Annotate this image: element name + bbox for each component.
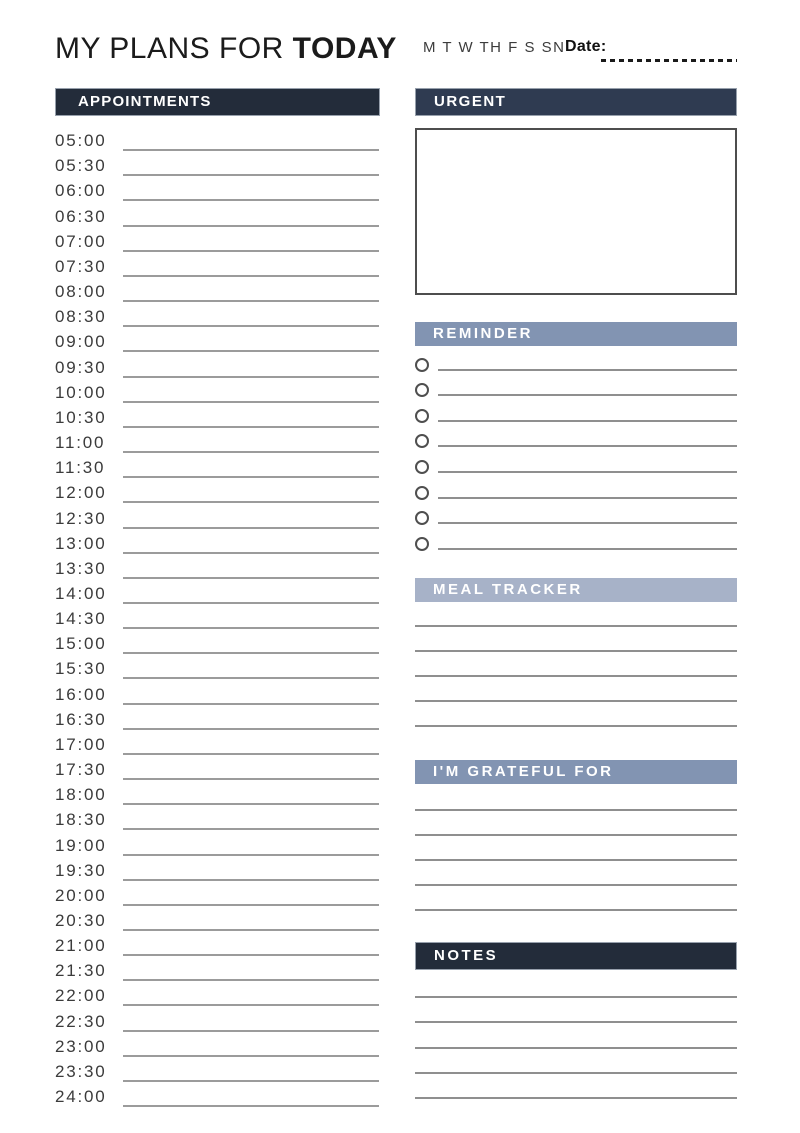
appointment-writing-line[interactable]	[123, 524, 379, 529]
appointment-writing-line[interactable]	[123, 901, 379, 906]
appointment-row	[55, 705, 379, 730]
appointment-time-label: 22:00	[55, 986, 107, 1006]
notes-writing-line[interactable]	[415, 973, 737, 998]
appointments-list	[55, 126, 379, 1107]
appointment-row	[55, 327, 379, 352]
appointment-writing-line[interactable]	[123, 599, 379, 604]
reminder-row	[415, 474, 737, 500]
reminder-row	[415, 397, 737, 423]
appointment-writing-line[interactable]	[123, 146, 379, 151]
appointment-row	[55, 201, 379, 226]
appointment-row	[55, 277, 379, 302]
appointment-writing-line[interactable]	[123, 1102, 379, 1107]
reminder-checkbox-circle[interactable]	[415, 537, 429, 551]
reminder-row	[415, 423, 737, 449]
grateful-writing-line[interactable]	[415, 811, 737, 836]
appointment-row	[55, 956, 379, 981]
grateful-writing-line[interactable]	[415, 836, 737, 861]
appointment-writing-line[interactable]	[123, 448, 379, 453]
appointment-writing-line[interactable]	[123, 649, 379, 654]
appointment-row	[55, 503, 379, 528]
appointment-time-label: 23:30	[55, 1061, 107, 1081]
appointment-time-label: 05:30	[55, 156, 107, 176]
meal-tracker-writing-line[interactable]	[415, 627, 737, 652]
appointment-time-label: 16:30	[55, 709, 107, 729]
appointment-row	[55, 378, 379, 403]
appointment-writing-line[interactable]	[123, 373, 379, 378]
reminder-row	[415, 372, 737, 398]
appointment-row	[55, 478, 379, 503]
appointment-time-label: 18:00	[55, 785, 107, 805]
appointment-writing-line[interactable]	[123, 624, 379, 629]
appointment-row	[55, 805, 379, 830]
notes-writing-line[interactable]	[415, 1023, 737, 1048]
appointment-time-label: 11:00	[55, 433, 106, 453]
appointment-time-label: 17:30	[55, 760, 107, 780]
appointment-writing-line[interactable]	[123, 976, 379, 981]
meal-tracker-lines	[415, 602, 737, 727]
appointment-time-label: 06:30	[55, 206, 107, 226]
appointment-row	[55, 176, 379, 201]
reminder-writing-line[interactable]	[438, 418, 737, 422]
reminder-row	[415, 448, 737, 474]
appointment-writing-line[interactable]	[123, 322, 379, 327]
urgent-header: URGENT	[415, 88, 737, 116]
reminder-writing-line[interactable]	[438, 520, 737, 524]
appointment-row	[55, 830, 379, 855]
appointment-row	[55, 1057, 379, 1082]
appointment-writing-line[interactable]	[123, 574, 379, 579]
appointment-writing-line[interactable]	[123, 951, 379, 956]
appointment-time-label: 06:00	[55, 181, 107, 201]
appointment-writing-line[interactable]	[123, 222, 379, 227]
appointment-row	[55, 1082, 379, 1107]
appointment-time-label: 10:00	[55, 382, 107, 402]
appointment-time-label: 09:30	[55, 357, 107, 377]
weekday-selector[interactable]: M T W TH F S SN	[423, 39, 566, 56]
appointment-row	[55, 755, 379, 780]
appointment-writing-line[interactable]	[123, 851, 379, 856]
appointment-writing-line[interactable]	[123, 549, 379, 554]
appointment-time-label: 19:00	[55, 835, 107, 855]
appointment-row	[55, 428, 379, 453]
appointment-writing-line[interactable]	[123, 1052, 379, 1057]
appointment-time-label: 10:30	[55, 407, 107, 427]
notes-writing-line[interactable]	[415, 1074, 737, 1099]
appointment-row	[55, 981, 379, 1006]
grateful-writing-line[interactable]	[415, 786, 737, 811]
appointment-row	[55, 227, 379, 252]
appointment-row	[55, 1006, 379, 1031]
appointment-row	[55, 126, 379, 151]
appointment-time-label: 24:00	[55, 1087, 107, 1107]
date-label: Date:	[565, 38, 607, 55]
appointment-time-label: 07:00	[55, 231, 107, 251]
page-title-bold: TODAY	[292, 32, 397, 65]
appointment-row	[55, 579, 379, 604]
reminder-writing-line[interactable]	[438, 392, 737, 396]
reminder-writing-line[interactable]	[438, 495, 737, 499]
appointment-writing-line[interactable]	[123, 171, 379, 176]
reminder-list	[415, 346, 737, 551]
appointment-time-label: 15:30	[55, 659, 107, 679]
page-title-regular: MY PLANS FOR	[55, 32, 293, 65]
meal-tracker-writing-line[interactable]	[415, 702, 737, 727]
date-fill-in-line[interactable]	[601, 59, 737, 62]
notes-writing-line[interactable]	[415, 1049, 737, 1074]
appointment-row	[55, 906, 379, 931]
appointment-writing-line[interactable]	[123, 876, 379, 881]
reminder-row	[415, 525, 737, 551]
reminder-writing-line[interactable]	[438, 367, 737, 371]
appointment-writing-line[interactable]	[123, 750, 379, 755]
appointment-time-label: 17:00	[55, 734, 107, 754]
reminder-checkbox-circle[interactable]	[415, 383, 429, 397]
appointment-time-label: 14:30	[55, 609, 107, 629]
appointment-row	[55, 604, 379, 629]
appointment-time-label: 09:00	[55, 332, 107, 352]
appointment-row	[55, 654, 379, 679]
reminder-writing-line[interactable]	[438, 443, 737, 447]
appointment-writing-line[interactable]	[123, 825, 379, 830]
grateful-writing-line[interactable]	[415, 886, 737, 911]
appointment-writing-line[interactable]	[123, 473, 379, 478]
appointment-row	[55, 252, 379, 277]
appointment-row	[55, 151, 379, 176]
appointment-writing-line[interactable]	[123, 725, 379, 730]
appointment-time-label: 12:30	[55, 508, 107, 528]
appointment-writing-line[interactable]	[123, 423, 379, 428]
urgent-writing-box[interactable]	[415, 128, 737, 295]
appointment-time-label: 15:00	[55, 634, 107, 654]
appointment-row	[55, 403, 379, 428]
appointment-row	[55, 780, 379, 805]
appointment-time-label: 14:00	[55, 583, 107, 603]
reminder-checkbox-circle[interactable]	[415, 511, 429, 525]
appointment-row	[55, 856, 379, 881]
appointment-writing-line[interactable]	[123, 926, 379, 931]
appointment-row	[55, 1032, 379, 1057]
appointment-time-label: 23:00	[55, 1036, 107, 1056]
appointment-time-label: 18:30	[55, 810, 107, 830]
meal-tracker-writing-line[interactable]	[415, 677, 737, 702]
appointment-row	[55, 453, 379, 478]
appointment-row	[55, 554, 379, 579]
appointment-time-label: 13:30	[55, 558, 107, 578]
appointment-time-label: 13:00	[55, 533, 107, 553]
reminder-writing-line[interactable]	[438, 546, 737, 550]
appointment-writing-line[interactable]	[123, 800, 379, 805]
reminder-checkbox-circle[interactable]	[415, 358, 429, 372]
reminder-header: REMINDER	[415, 322, 737, 346]
appointment-row	[55, 352, 379, 377]
appointment-writing-line[interactable]	[123, 247, 379, 252]
appointment-time-label: 12:00	[55, 483, 107, 503]
appointment-writing-line[interactable]	[123, 347, 379, 352]
appointment-time-label: 05:00	[55, 131, 107, 151]
appointment-time-label: 11:30	[55, 458, 106, 478]
reminder-row	[415, 346, 737, 372]
appointment-writing-line[interactable]	[123, 775, 379, 780]
page-title	[55, 32, 397, 66]
appointment-time-label: 20:30	[55, 911, 107, 930]
appointment-writing-line[interactable]	[123, 1077, 379, 1082]
appointment-time-label: 07:30	[55, 256, 107, 276]
notes-writing-line[interactable]	[415, 998, 737, 1023]
appointment-writing-line[interactable]	[123, 674, 379, 679]
appointment-row	[55, 529, 379, 554]
appointment-time-label: 21:30	[55, 961, 107, 981]
appointment-row	[55, 881, 379, 906]
appointment-time-label: 16:00	[55, 684, 107, 704]
appointment-writing-line[interactable]	[123, 498, 379, 503]
appointment-row	[55, 679, 379, 704]
appointment-time-label: 08:30	[55, 307, 107, 327]
grateful-header: I'M GRATEFUL FOR	[415, 760, 737, 784]
appointment-row	[55, 302, 379, 327]
appointment-row	[55, 730, 379, 755]
appointment-writing-line[interactable]	[123, 272, 379, 277]
notes-lines	[415, 973, 737, 1099]
appointment-time-label: 20:00	[55, 885, 107, 905]
appointment-writing-line[interactable]	[123, 700, 379, 705]
reminder-checkbox-circle[interactable]	[415, 460, 429, 474]
appointment-time-label: 08:00	[55, 282, 107, 302]
reminder-checkbox-circle[interactable]	[415, 486, 429, 500]
grateful-lines	[415, 786, 737, 911]
appointment-writing-line[interactable]	[123, 297, 379, 302]
reminder-row	[415, 500, 737, 526]
appointment-writing-line[interactable]	[123, 398, 379, 403]
meal-tracker-writing-line[interactable]	[415, 652, 737, 677]
appointment-time-label: 21:00	[55, 936, 107, 956]
meal-tracker-header: MEAL TRACKER	[415, 578, 737, 602]
appointment-time-label: 19:30	[55, 860, 107, 880]
appointment-writing-line[interactable]	[123, 1027, 379, 1032]
notes-header: NOTES	[415, 942, 737, 970]
meal-tracker-writing-line[interactable]	[415, 602, 737, 627]
appointment-row	[55, 931, 379, 956]
appointment-time-label: 22:30	[55, 1011, 107, 1031]
appointments-header: APPOINTMENTS	[55, 88, 380, 116]
appointment-row	[55, 629, 379, 654]
appointment-writing-line[interactable]	[123, 196, 379, 201]
reminder-writing-line[interactable]	[438, 469, 737, 473]
grateful-writing-line[interactable]	[415, 861, 737, 886]
appointment-writing-line[interactable]	[123, 1001, 379, 1006]
reminder-checkbox-circle[interactable]	[415, 434, 429, 448]
reminder-checkbox-circle[interactable]	[415, 409, 429, 423]
